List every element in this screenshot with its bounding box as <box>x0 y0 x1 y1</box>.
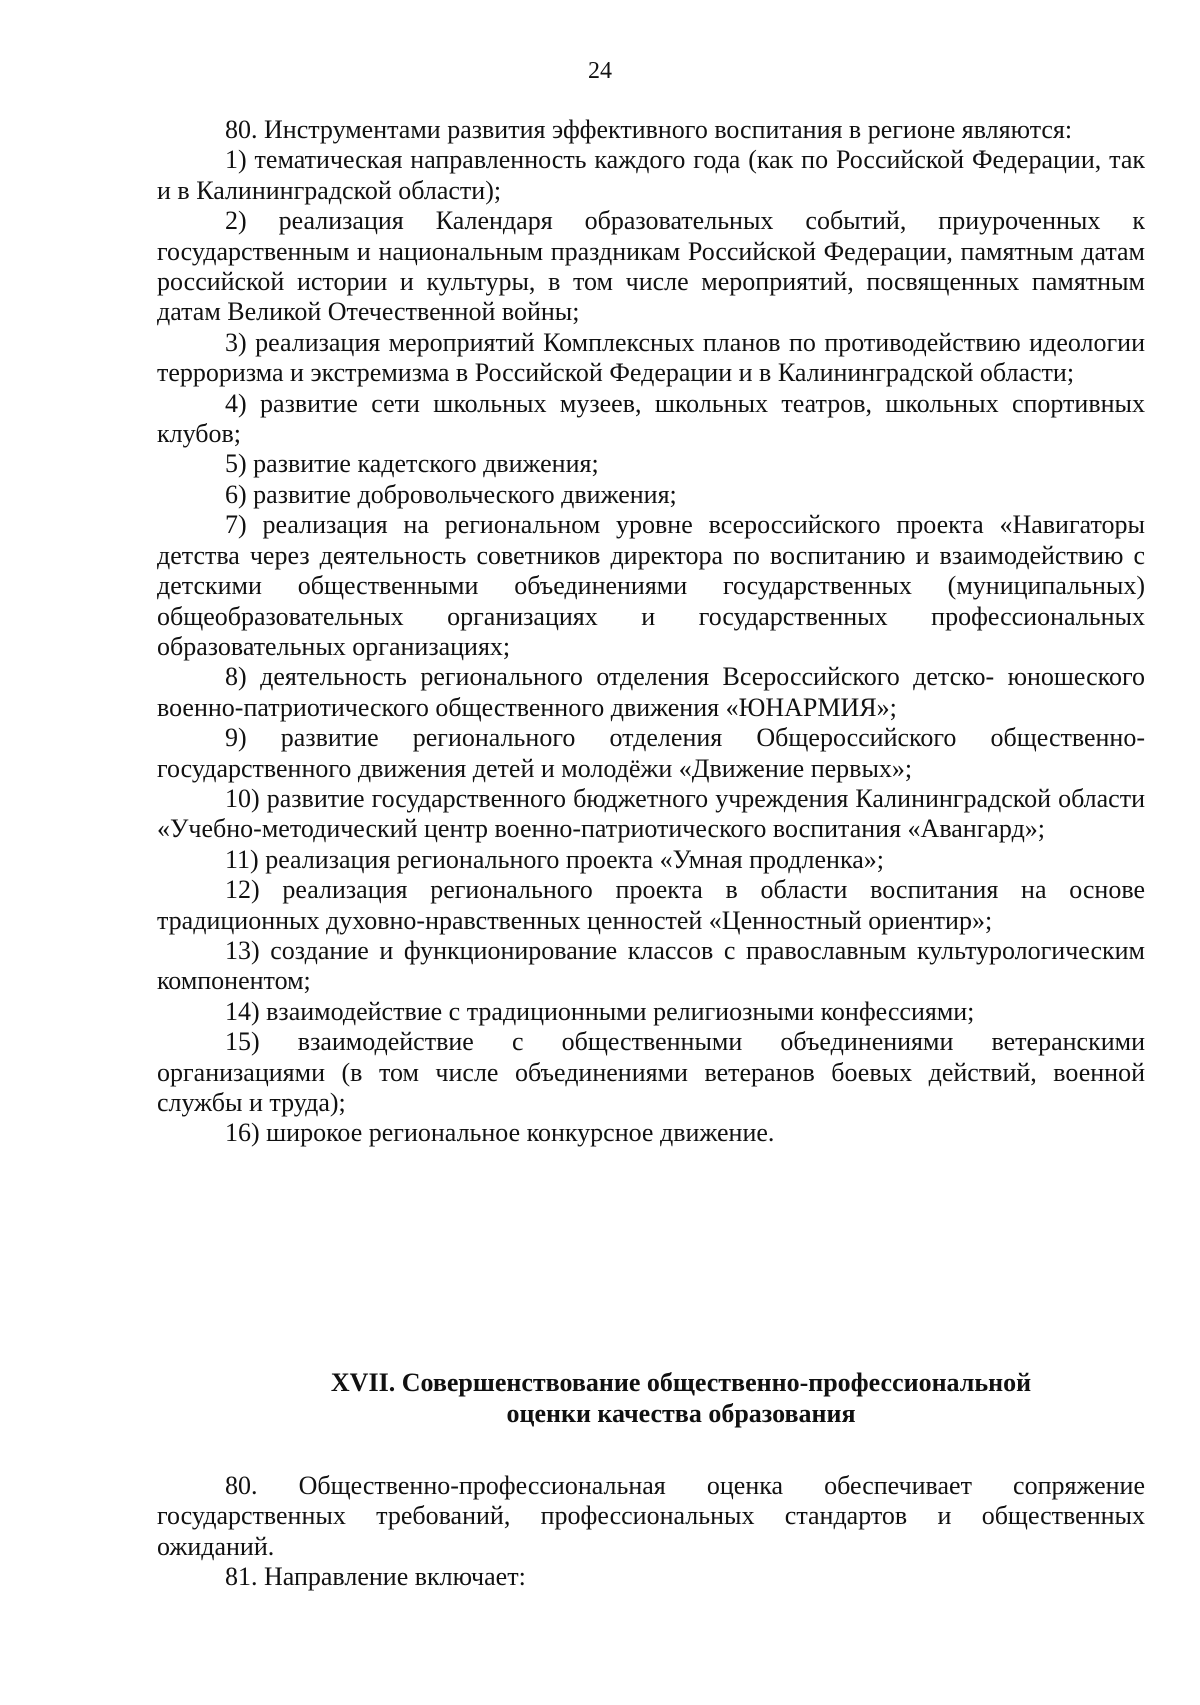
list-item: 15) взаимодействие с общественными объединениями ветеранскими организациями (в том числе объединениями ветеранов боевых действий, военной службы и труда); <box>157 1027 1145 1117</box>
instruments-list <box>157 115 1145 1149</box>
list-intro: 80. Инструментами развития эффективного воспитания в регионе являются: <box>225 115 1073 144</box>
list-item: 12) реализация регионального проекта в области воспитания на основе традиционных духовно-нравственных ценностей «Ценностный ориентир»; <box>157 875 1145 935</box>
list-item: 13) создание и функционирование классов с православным культурологическим компонентом; <box>157 935 1145 996</box>
page-number: 24 <box>588 58 612 84</box>
list-item: 16) широкое региональное конкурсное движение. <box>225 1118 775 1148</box>
section-paragraph: 81. Направление включает: <box>225 1562 526 1592</box>
list-item: 10) развитие государственного бюджетного учреждения Калининградской области «Учебно-методический центр военно-патриотического воспитания «Авангард»; <box>157 783 1145 844</box>
list-item: 11) реализация регионального проекта «Умная продленка»; <box>225 844 884 874</box>
list-item: 8) деятельность регионального отделения Всероссийского детско- юношеского военно-патриотического общественного движения «ЮНАРМИЯ»; <box>157 662 1145 722</box>
section-heading-line1: XVII. Совершенствование общественно-профессиональной <box>330 1368 1032 1397</box>
section-paragraph: 80. Общественно-профессиональная оценка обеспечивает сопряжение государственных требований, профессиональных стандартов и общественных ожиданий. <box>157 1471 1145 1561</box>
list-item: 14) взаимодействие с традиционными религиозными конфессиями; <box>225 996 975 1026</box>
section-heading <box>157 1367 1145 1429</box>
list-item: 5) развитие кадетского движения; <box>225 449 599 479</box>
list-item: 9) развитие регионального отделения Общероссийского общественно-государственного движения детей и молодёжи «Движение первых»; <box>157 723 1145 783</box>
list-item: 7) реализация на региональном уровне всероссийского проекта «Навигаторы детства через деятельность советников директора по воспитанию и взаимодействию с детскими общественными объединениями государственных (муниципальных) общеобразовательных организациях и государственных профессиональных образовательных организациях; <box>157 510 1145 661</box>
section-heading-line2: оценки качества образования <box>506 1399 856 1428</box>
list-item: 1) тематическая направленность каждого года (как по Российской Федерации, так и в Калининградской области); <box>157 145 1145 205</box>
list-item: 2) реализация Календаря образовательных событий, приуроченных к государственным и национальным праздникам Российской Федерации, памятным датам российской истории и культуры, в том числе мероприятий, посвященных памятным датам Великой Отечественной войны; <box>157 206 1145 327</box>
section-body <box>157 1471 1145 1593</box>
list-item: 3) реализация мероприятий Комплексных планов по противодействию идеологии терроризма и экстремизма в Российской Федерации и в Калининградской области; <box>157 327 1145 388</box>
list-item: 4) развитие сети школьных музеев, школьных театров, школьных спортивных клубов; <box>157 388 1145 449</box>
list-item: 6) развитие добровольческого движения; <box>225 479 677 509</box>
